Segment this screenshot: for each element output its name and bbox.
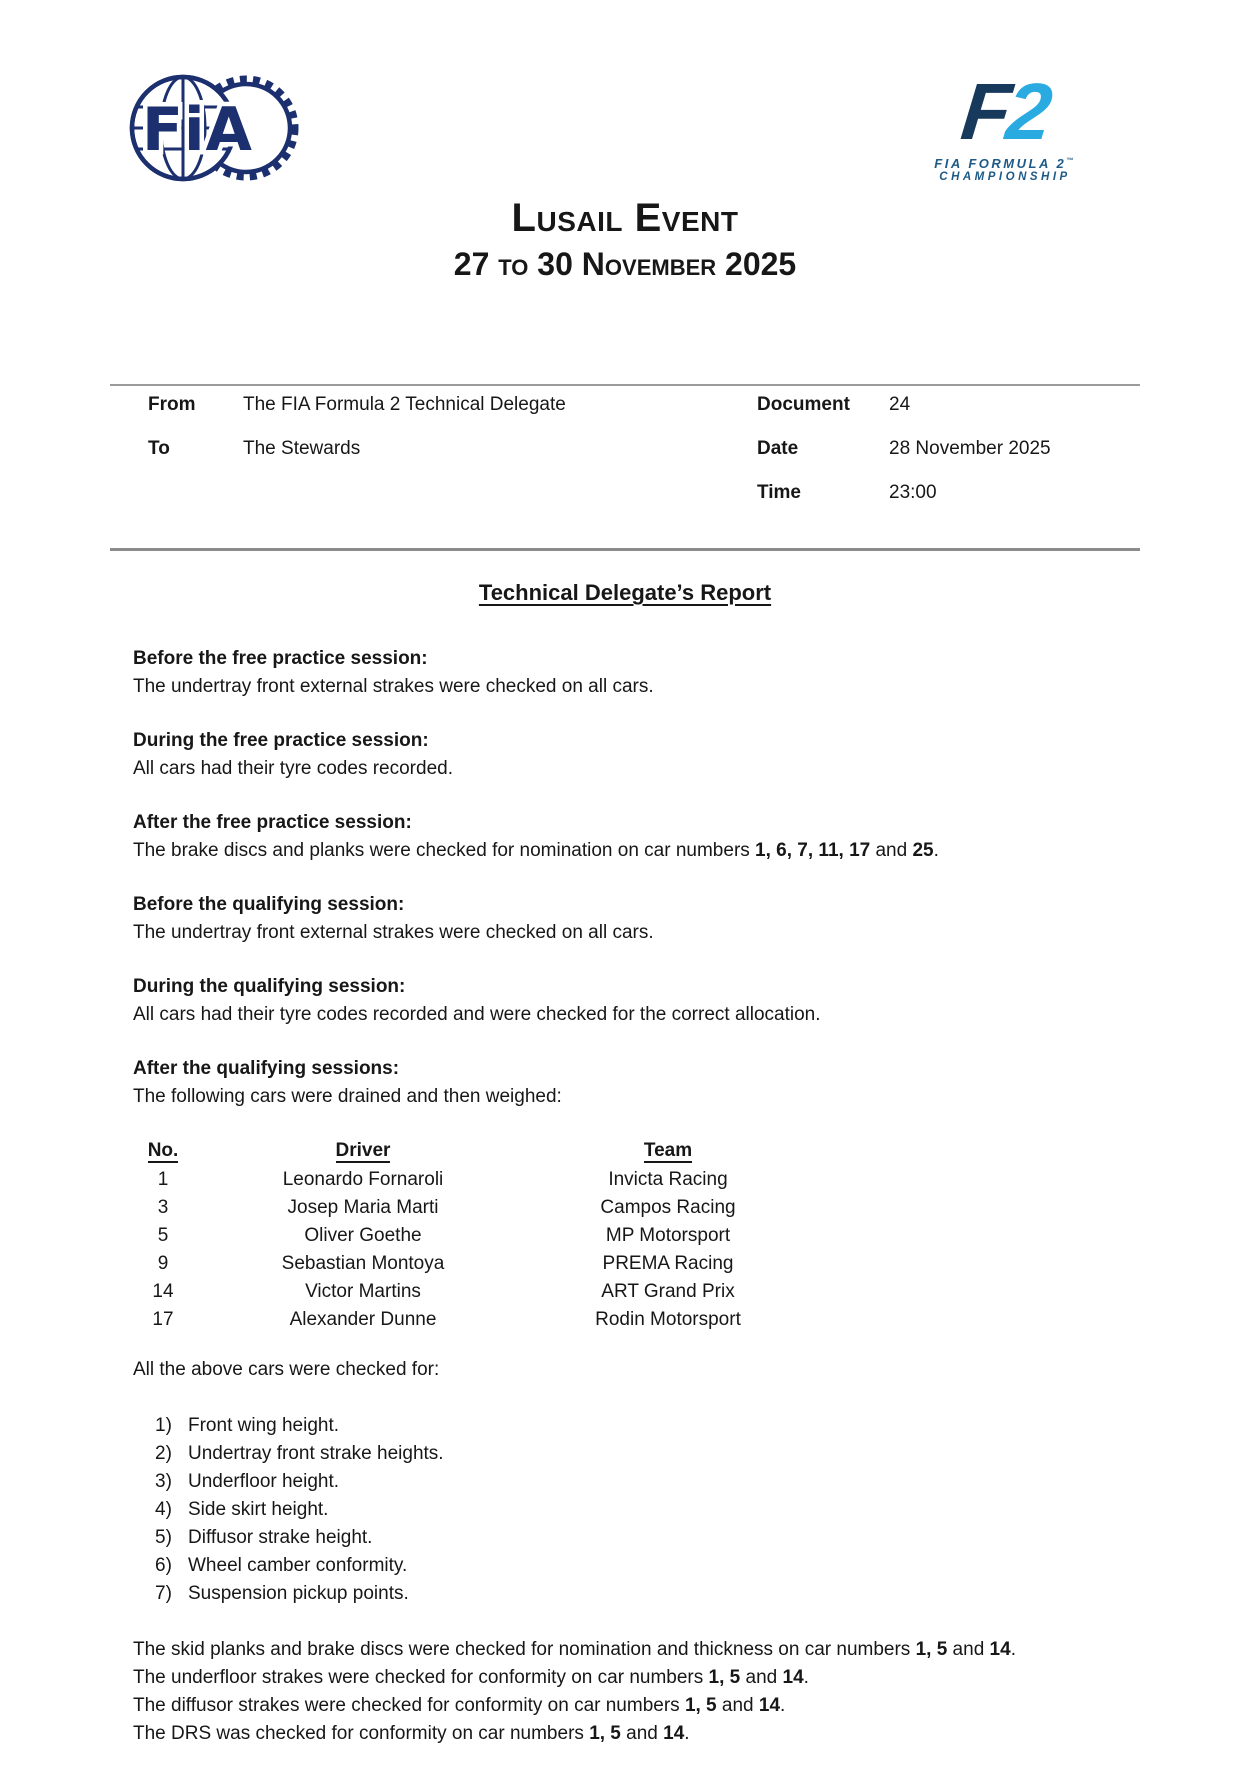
- checklist-item: [133, 1496, 1123, 1524]
- report-body: [133, 645, 1123, 1748]
- text: .: [780, 1695, 786, 1716]
- table-row: [133, 1250, 1123, 1278]
- bold-text: 1, 5: [589, 1723, 621, 1744]
- text: .: [933, 840, 939, 861]
- report-section: [133, 891, 1123, 947]
- table-cell: 14: [152, 1281, 174, 1302]
- text: The diffusor strakes were checked for conformity on car numbers: [133, 1695, 685, 1716]
- bold-text: 14: [782, 1667, 804, 1688]
- text: .: [803, 1667, 809, 1688]
- text: and: [716, 1695, 759, 1716]
- meta-value-to: The Stewards: [243, 438, 361, 459]
- weigh-table-rows: [133, 1166, 1123, 1334]
- table-cell: 3: [157, 1197, 169, 1218]
- meta-label-from: From: [148, 394, 196, 415]
- f2-championship-logo: [900, 67, 1110, 197]
- table-cell: PREMA Racing: [602, 1253, 734, 1274]
- text: and: [740, 1667, 783, 1688]
- table-row: [133, 1278, 1123, 1306]
- report-section: [133, 727, 1123, 783]
- bold-text: 1, 5: [915, 1639, 948, 1660]
- divider-mid: [110, 548, 1140, 551]
- closing-paragraphs: [133, 1636, 1123, 1748]
- section-body: [133, 919, 1123, 947]
- text: .: [1010, 1639, 1016, 1660]
- report-section: [133, 1055, 1123, 1111]
- section-body: [133, 755, 1123, 783]
- f2-caption-line1: FIA FORMULA 2™: [934, 156, 1076, 171]
- table-cell: Victor Martins: [305, 1281, 421, 1302]
- meta-label-date: Date: [757, 438, 799, 459]
- report-section: [133, 973, 1123, 1029]
- bold-text: 25: [912, 840, 934, 861]
- checklist-text: Diffusor strake height.: [188, 1527, 373, 1548]
- checklist-text: Front wing height.: [188, 1415, 340, 1436]
- f2-mark-f: F: [957, 67, 1012, 156]
- bold-text: 1, 5: [708, 1667, 741, 1688]
- table-row: [133, 1306, 1123, 1334]
- checklist-item: [133, 1412, 1123, 1440]
- fia-letters: FiA: [142, 95, 253, 165]
- table-column-header: Team: [643, 1140, 693, 1161]
- section-body: [133, 1001, 1123, 1029]
- table-cell: Campos Racing: [600, 1197, 736, 1218]
- table-cell: Sebastian Montoya: [281, 1253, 445, 1274]
- bold-text: 14: [758, 1695, 781, 1716]
- meta-label-document: Document: [757, 394, 850, 415]
- weigh-table-header: [133, 1137, 1123, 1165]
- table-cell: Alexander Dunne: [289, 1309, 437, 1330]
- table-cell: Leonardo Fornaroli: [282, 1169, 444, 1190]
- meta-value-time: 23:00: [889, 482, 937, 503]
- text: and: [870, 840, 913, 861]
- report-title: Technical Delegate’s Report: [478, 580, 772, 605]
- checklist-text: Underfloor height.: [188, 1471, 340, 1492]
- table-cell: 5: [157, 1225, 169, 1246]
- checklist-item: [133, 1552, 1123, 1580]
- table-cell: Rodin Motorsport: [595, 1309, 741, 1330]
- text: All cars had their tyre codes recorded.: [133, 758, 453, 779]
- fia-logo: [126, 70, 304, 190]
- meta-label-to: To: [148, 438, 170, 459]
- checklist: [133, 1412, 1123, 1608]
- event-dates: 27 to 30 November 2025: [453, 246, 797, 282]
- table-cell: ART Grand Prix: [601, 1281, 735, 1302]
- text: The brake discs and planks were checked for nomination on car numbers: [133, 840, 756, 861]
- section-body: [133, 1083, 1123, 1111]
- checklist-item: [133, 1440, 1123, 1468]
- section-heading: After the free practice session:: [133, 812, 412, 833]
- meta-row: [148, 438, 1142, 482]
- document-meta: [148, 394, 1142, 526]
- closing-paragraph: [133, 1692, 1123, 1720]
- bold-text: 14: [663, 1723, 685, 1744]
- checklist-item: [133, 1524, 1123, 1552]
- closing-paragraph: [133, 1720, 1123, 1748]
- text: and: [947, 1639, 990, 1660]
- table-cell: 9: [157, 1253, 169, 1274]
- table-column-header: Driver: [335, 1140, 391, 1161]
- section-heading: During the free practice session:: [133, 730, 429, 751]
- table-cell: MP Motorsport: [605, 1225, 731, 1246]
- bold-text: 1, 5: [684, 1695, 717, 1716]
- weigh-table: [133, 1137, 1123, 1334]
- section-heading: Before the qualifying session:: [133, 894, 405, 915]
- meta-value-date: 28 November 2025: [889, 438, 1051, 459]
- text: and: [620, 1723, 664, 1744]
- checklist-number: 4): [155, 1499, 172, 1520]
- table-cell: Oliver Goethe: [304, 1225, 422, 1246]
- checklist-number: 3): [155, 1471, 172, 1492]
- checks-intro: All the above cars were checked for:: [133, 1359, 440, 1380]
- fia-globe-gear-icon: [126, 70, 304, 190]
- table-cell: 17: [152, 1309, 174, 1330]
- section-heading: Before the free practice session:: [133, 648, 428, 669]
- section-body: [133, 837, 1123, 865]
- checklist-number: 1): [155, 1415, 172, 1436]
- bold-text: 1, 6, 7, 11, 17: [755, 840, 871, 861]
- report-sections: [133, 645, 1123, 1111]
- text: The following cars were drained and then weighed:: [133, 1086, 562, 1107]
- table-row: [133, 1166, 1123, 1194]
- closing-paragraph: [133, 1636, 1123, 1664]
- report-section: [133, 645, 1123, 701]
- table-cell: Josep Maria Marti: [287, 1197, 439, 1218]
- checklist-text: Side skirt height.: [188, 1499, 329, 1520]
- section-heading: During the qualifying session:: [133, 976, 406, 997]
- text: The undertray front external strakes were checked on all cars.: [133, 922, 654, 943]
- meta-value-from: The FIA Formula 2 Technical Delegate: [243, 394, 566, 415]
- text: The undertray front external strakes were checked on all cars.: [133, 676, 654, 697]
- checklist-text: Undertray front strake heights.: [188, 1443, 444, 1464]
- checklist-number: 5): [155, 1527, 172, 1548]
- meta-row: [148, 394, 1142, 438]
- report-section: [133, 809, 1123, 865]
- meta-label-time: Time: [757, 482, 802, 503]
- bold-text: 14: [989, 1639, 1011, 1660]
- table-row: [133, 1222, 1123, 1250]
- checklist-item: [133, 1580, 1123, 1608]
- checklist-text: Wheel camber conformity.: [188, 1555, 408, 1576]
- f2-caption-line2: CHAMPIONSHIP: [939, 171, 1071, 183]
- text: .: [684, 1723, 690, 1744]
- checklist-number: 2): [155, 1443, 172, 1464]
- text: The underfloor strakes were checked for conformity on car numbers: [133, 1667, 709, 1688]
- section-heading: After the qualifying sessions:: [133, 1058, 400, 1079]
- meta-value-document: 24: [889, 394, 911, 415]
- closing-paragraph: [133, 1664, 1123, 1692]
- meta-row: [148, 482, 1142, 526]
- table-column-header: No.: [147, 1140, 179, 1161]
- checklist-item: [133, 1468, 1123, 1496]
- section-body: [133, 673, 1123, 701]
- text: The skid planks and brake discs were checked for nomination and thickness on car numbers: [133, 1639, 916, 1660]
- divider-top: [110, 384, 1140, 386]
- table-cell: 1: [157, 1169, 169, 1190]
- table-cell: Invicta Racing: [608, 1169, 728, 1190]
- checklist-text: Suspension pickup points.: [188, 1583, 409, 1604]
- checklist-number: 6): [155, 1555, 172, 1576]
- event-title: Lusail Event: [511, 196, 739, 240]
- checklist-number: 7): [155, 1583, 172, 1604]
- table-row: [133, 1194, 1123, 1222]
- text: All cars had their tyre codes recorded and were checked for the correct allocation.: [133, 1004, 821, 1025]
- text: The DRS was checked for conformity on car numbers: [133, 1723, 590, 1744]
- f2-mark-two: 2: [1002, 67, 1053, 156]
